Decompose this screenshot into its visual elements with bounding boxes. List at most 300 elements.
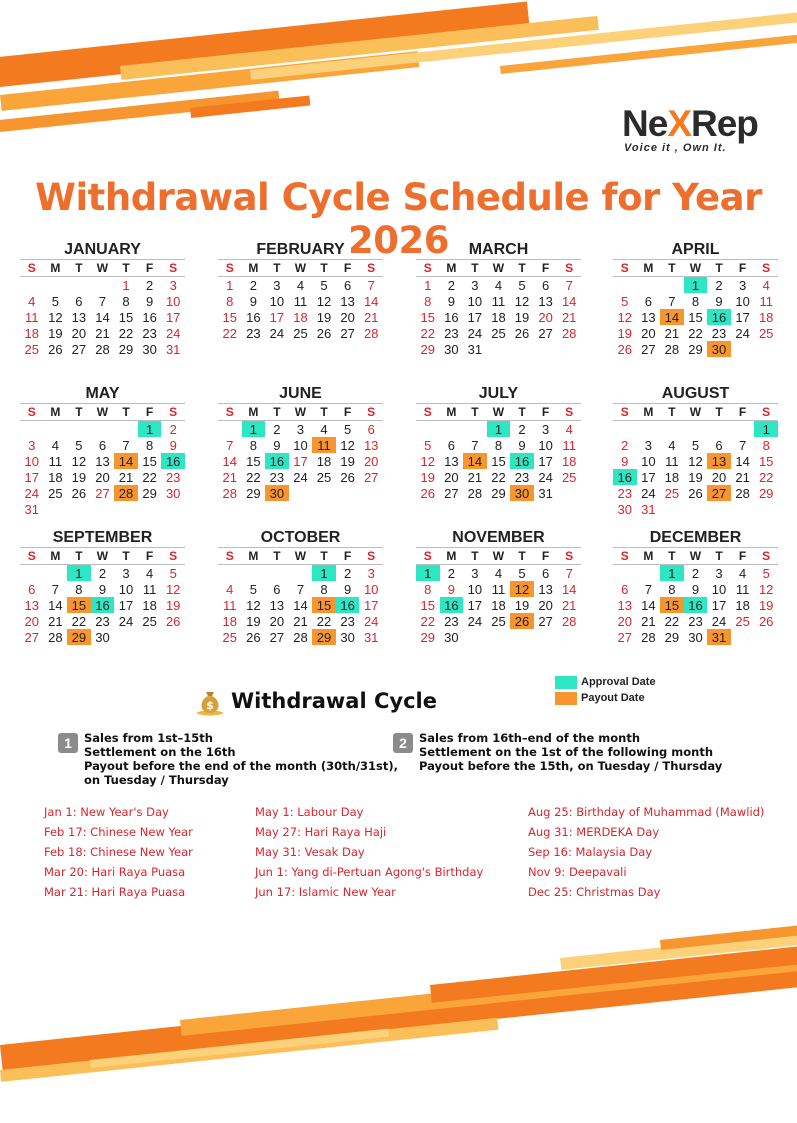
empty-cell [161,501,185,517]
day-cell: 17 [735,309,750,325]
weekday-header: T [312,404,336,421]
day-cell: 8 [424,581,432,597]
day-cell: 11 [491,581,506,597]
day-cell: 15 [420,309,436,325]
day-cell: 19 [514,597,530,613]
day-cell: 28 [561,613,577,629]
empty-cell [534,629,558,645]
day-cell: 28 [735,485,750,501]
weekday-header: M [44,260,68,277]
day-cell: 4 [738,565,747,581]
day-cell: 27 [641,341,656,357]
day-cell: 15 [660,597,684,613]
day-cell: 14 [561,581,577,597]
day-cell: 8 [122,293,130,309]
day-cell: 10 [24,453,40,469]
weekday-header: S [754,260,778,277]
day-cell: 29 [312,629,336,645]
day-cell: 29 [67,629,91,645]
weekday-header: T [265,260,289,277]
day-cell: 13 [617,597,633,613]
weekday-header: T [265,548,289,565]
day-cell: 5 [169,565,177,581]
weekday-header: T [463,548,487,565]
day-cell: 19 [758,597,774,613]
month-calendar [218,529,383,645]
day-cell: 7 [565,277,573,293]
empty-cell [138,629,162,645]
day-cell: 23 [617,485,633,501]
day-cell: 4 [668,437,676,453]
holiday-item: Feb 17: Chinese New Year [44,825,193,839]
day-cell: 5 [518,565,526,581]
weekday-header: T [510,548,534,565]
weekday-header: S [416,548,440,565]
empty-cell [114,421,138,438]
day-cell: 5 [518,277,526,293]
day-cell: 20 [269,613,285,629]
day-cell: 17 [641,469,656,485]
day-cell: 12 [71,453,87,469]
day-cell: 28 [641,629,656,645]
weekday-header: F [138,260,162,277]
weekday-header: M [440,404,464,421]
month-calendar [613,529,778,645]
cycle-two-number: 2 [393,733,413,753]
holiday-list-1 [44,802,193,902]
day-cell: 24 [24,485,40,501]
month-name: JULY [478,385,519,402]
day-cell: 1 [242,421,266,438]
day-cell: 22 [316,613,332,629]
payout-swatch [555,692,577,705]
day-cell: 7 [471,437,479,453]
day-cell: 21 [293,613,308,629]
day-cell: 19 [316,309,332,325]
day-cell: 5 [762,565,770,581]
weekday-header: S [20,404,44,421]
month-name: MAY [85,385,120,402]
empty-cell [44,501,68,517]
day-cell: 6 [715,437,723,453]
weekday-header: W [91,548,115,565]
day-cell: 6 [28,581,36,597]
day-cell: 19 [48,325,63,341]
day-cell: 1 [416,565,440,582]
day-cell: 13 [538,293,553,309]
cycle-two-line: Payout before the 15th, on Tuesday / Thursday [419,759,723,773]
empty-cell [416,421,440,438]
month-calendar [20,241,185,357]
weekday-header: F [534,404,558,421]
month-calendar [218,241,383,341]
day-cell: 5 [75,437,83,453]
weekday-header: S [161,260,185,277]
day-cell: 15 [758,453,774,469]
day-cell: 15 [67,597,91,613]
day-cell: 28 [95,341,110,357]
day-cell: 29 [664,629,680,645]
day-cell: 22 [118,325,134,341]
day-cell: 23 [444,613,459,629]
day-cell: 15 [312,597,336,613]
day-cell: 30 [688,629,703,645]
day-cell: 17 [165,309,181,325]
empty-cell [91,501,115,517]
day-cell: 27 [24,629,40,645]
day-cell: 24 [269,325,285,341]
day-cell: 19 [514,309,530,325]
day-cell: 4 [494,277,503,293]
day-cell: 29 [491,485,506,501]
day-cell: 24 [538,469,553,485]
day-cell: 7 [367,277,375,293]
weekday-header: S [416,260,440,277]
nexrep-logo: NeXRep Voice it , Own It. [622,104,772,160]
cycle-one [58,731,398,787]
empty-cell [336,485,360,501]
day-cell: 2 [621,437,629,453]
weekday-header: M [637,548,661,565]
day-cell: 13 [538,581,553,597]
day-cell: 3 [296,421,305,437]
day-cell: 16 [246,309,261,325]
day-cell: 28 [363,325,379,341]
empty-cell [754,629,778,645]
weekday-header: S [161,404,185,421]
day-cell: 14 [114,453,138,469]
day-cell: 5 [343,421,352,437]
day-cell: 19 [71,469,87,485]
day-cell: 12 [420,453,436,469]
day-cell: 28 [561,325,577,341]
day-cell: 24 [467,325,483,341]
day-cell: 20 [444,469,459,485]
day-cell: 30 [265,485,289,501]
day-cell: 23 [269,469,285,485]
day-cell: 17 [538,453,553,469]
weekday-header: T [67,260,91,277]
empty-cell [114,501,138,517]
day-cell: 3 [644,437,652,453]
day-cell: 13 [444,453,459,469]
day-cell: 9 [621,453,629,469]
day-cell: 20 [711,469,727,485]
day-cell: 13 [363,437,379,453]
day-cell: 14 [463,453,487,469]
day-cell: 7 [122,437,130,453]
day-cell: 11 [142,581,157,597]
empty-cell [20,565,44,582]
day-cell: 6 [98,437,107,453]
day-cell: 6 [367,421,375,437]
weekday-header: M [242,548,266,565]
weekday-header: M [440,548,464,565]
day-cell: 13 [641,309,656,325]
day-cell: 28 [222,485,238,501]
empty-cell [754,341,778,357]
day-cell: 16 [440,597,464,613]
day-cell: 24 [118,613,134,629]
weekday-header: S [161,548,185,565]
day-cell: 8 [249,437,257,453]
day-cell: 8 [668,581,676,597]
day-cell: 6 [621,581,629,597]
day-cell: 9 [715,293,723,309]
day-cell: 1 [226,277,234,293]
day-cell: 19 [688,469,703,485]
day-cell: 22 [491,469,506,485]
weekday-header: T [510,404,534,421]
day-cell: 29 [420,341,436,357]
holiday-item: Feb 18: Chinese New Year [44,845,193,859]
day-cell: 15 [118,309,134,325]
empty-cell [637,421,661,438]
weekday-header: W [684,260,708,277]
day-cell: 30 [444,341,459,357]
holiday-item: Dec 25: Christmas Day [528,885,661,899]
weekday-header: W [289,548,313,565]
day-cell: 10 [269,293,285,309]
day-cell: 19 [340,453,355,469]
day-cell: 30 [510,485,534,501]
day-cell: 29 [758,485,774,501]
day-cell: 26 [688,485,703,501]
day-cell: 25 [491,325,506,341]
cycle-two [393,731,722,773]
day-cell: 16 [91,597,115,613]
day-cell: 26 [510,613,534,629]
day-cell: 25 [491,613,506,629]
day-cell: 7 [98,293,107,309]
day-cell: 8 [691,293,700,309]
weekday-header: T [312,260,336,277]
day-cell: 25 [561,469,577,485]
day-cell: 11 [25,309,39,325]
day-cell: 1 [138,421,162,438]
weekday-header: M [637,260,661,277]
day-cell: 25 [758,325,774,341]
month-name: DECEMBER [649,529,742,546]
weekday-header: F [731,404,755,421]
day-cell: 14 [660,309,684,325]
empty-cell [265,565,289,582]
empty-cell [613,277,637,294]
day-cell: 18 [48,469,63,485]
weekday-header: S [416,404,440,421]
day-cell: 27 [444,485,459,501]
empty-cell [44,421,68,438]
empty-cell [138,501,162,517]
weekday-header: F [534,548,558,565]
weekday-header: T [463,260,487,277]
day-cell: 24 [711,613,727,629]
day-cell: 6 [644,293,652,309]
day-cell: 23 [246,325,261,341]
day-cell: 15 [491,453,506,469]
day-cell: 3 [122,565,130,581]
day-cell: 26 [165,613,181,629]
day-cell: 16 [142,309,157,325]
month-name: APRIL [671,241,720,258]
empty-cell [440,421,464,438]
day-cell: 27 [707,485,731,501]
day-cell: 26 [617,341,633,357]
day-cell: 13 [95,453,110,469]
day-cell: 23 [688,613,703,629]
day-cell: 11 [759,293,773,309]
day-cell: 24 [293,469,308,485]
weekday-header: T [660,404,684,421]
day-cell: 25 [735,613,750,629]
page-title: Withdrawal Cycle Schedule for Year 2026 [35,176,762,262]
day-cell: 25 [142,613,157,629]
empty-cell [487,341,511,357]
day-cell: 22 [420,613,436,629]
day-cell: 25 [222,629,238,645]
month-calendar [416,529,581,645]
empty-cell [510,341,534,357]
day-cell: 3 [715,565,723,581]
empty-cell [289,485,313,501]
day-cell: 30 [340,629,355,645]
day-cell: 6 [447,437,455,453]
day-cell: 13 [24,597,40,613]
empty-cell [660,421,684,438]
day-cell: 6 [343,277,352,293]
day-cell: 4 [320,421,328,437]
weekday-header: S [218,548,242,565]
weekday-header: W [487,260,511,277]
day-cell: 26 [758,613,774,629]
day-cell: 31 [641,501,656,517]
cycle-one-line: Settlement on the 16th [84,745,236,759]
day-cell: 31 [538,485,553,501]
day-cell: 1 [67,565,91,582]
day-cell: 2 [343,565,352,581]
day-cell: 6 [541,277,550,293]
day-cell: 2 [447,565,455,581]
withdrawal-cycle-heading [195,686,437,716]
day-cell: 23 [444,325,459,341]
day-cell: 4 [762,277,770,293]
day-cell: 9 [98,581,107,597]
day-cell: 9 [169,437,177,453]
day-cell: 24 [641,485,656,501]
day-cell: 22 [420,325,436,341]
day-cell: 9 [273,437,281,453]
day-cell: 13 [707,453,731,469]
day-cell: 27 [95,485,110,501]
day-cell: 26 [246,629,261,645]
day-cell: 6 [541,565,550,581]
weekday-header: S [557,404,581,421]
day-cell: 25 [24,341,40,357]
day-cell: 11 [293,293,308,309]
day-cell: 28 [48,629,63,645]
day-cell: 27 [71,341,87,357]
day-cell: 3 [738,277,747,293]
month-name: AUGUST [661,385,730,402]
day-cell: 26 [340,469,355,485]
month-name: FEBRUARY [256,241,345,258]
day-cell: 18 [142,597,157,613]
holiday-item: May 1: Labour Day [255,805,364,819]
weekday-header: T [707,260,731,277]
day-cell: 22 [664,613,680,629]
holiday-item: Sep 16: Malaysia Day [528,845,653,859]
weekday-header: S [359,548,383,565]
day-cell: 30 [617,501,633,517]
weekday-header: S [613,260,637,277]
day-cell: 30 [165,485,181,501]
svg-text:$: $ [206,699,214,712]
day-cell: 10 [118,581,134,597]
empty-cell [44,277,68,294]
weekday-header: F [731,260,755,277]
day-cell: 14 [561,293,577,309]
day-cell: 18 [758,309,774,325]
empty-cell [218,565,242,582]
weekday-header: M [637,404,661,421]
weekday-header: S [613,548,637,565]
day-cell: 16 [684,597,708,613]
day-cell: 19 [165,597,181,613]
month-name: SEPTEMBER [52,529,153,546]
cycle-one-line: Sales from 1st–15th [84,731,213,745]
day-cell: 10 [165,293,181,309]
day-cell: 24 [467,613,483,629]
money-bag-icon [195,686,225,716]
day-cell: 6 [75,293,83,309]
month-name: JUNE [279,385,322,402]
day-cell: 18 [24,325,40,341]
empty-cell [289,565,313,582]
day-cell: 10 [467,581,483,597]
month-calendar [416,385,581,501]
legend-payout-label: Payout Date [581,692,645,704]
empty-cell [707,501,731,517]
day-cell: 6 [273,581,281,597]
day-cell: 22 [688,325,703,341]
day-cell: 11 [562,437,576,453]
day-cell: 23 [711,325,727,341]
day-cell: 22 [758,469,774,485]
day-cell: 12 [617,309,633,325]
day-cell: 5 [249,581,257,597]
empty-cell [731,629,755,645]
empty-cell [731,501,755,517]
day-cell: 8 [762,437,770,453]
day-cell: 18 [491,597,506,613]
logo-tagline: Voice it , Own It. [624,142,727,154]
day-cell: 22 [142,469,157,485]
weekday-header: S [218,260,242,277]
holiday-item: Mar 21: Hari Raya Puasa [44,885,186,899]
weekday-header: F [731,548,755,565]
weekday-header: F [336,548,360,565]
day-cell: 3 [273,277,281,293]
day-cell: 27 [269,629,285,645]
empty-cell [487,629,511,645]
holiday-item: May 31: Vesak Day [255,845,365,859]
day-cell: 10 [641,453,656,469]
empty-cell [67,421,91,438]
day-cell: 23 [165,469,181,485]
weekday-header: M [242,260,266,277]
weekday-header: T [67,548,91,565]
day-cell: 16 [444,309,459,325]
